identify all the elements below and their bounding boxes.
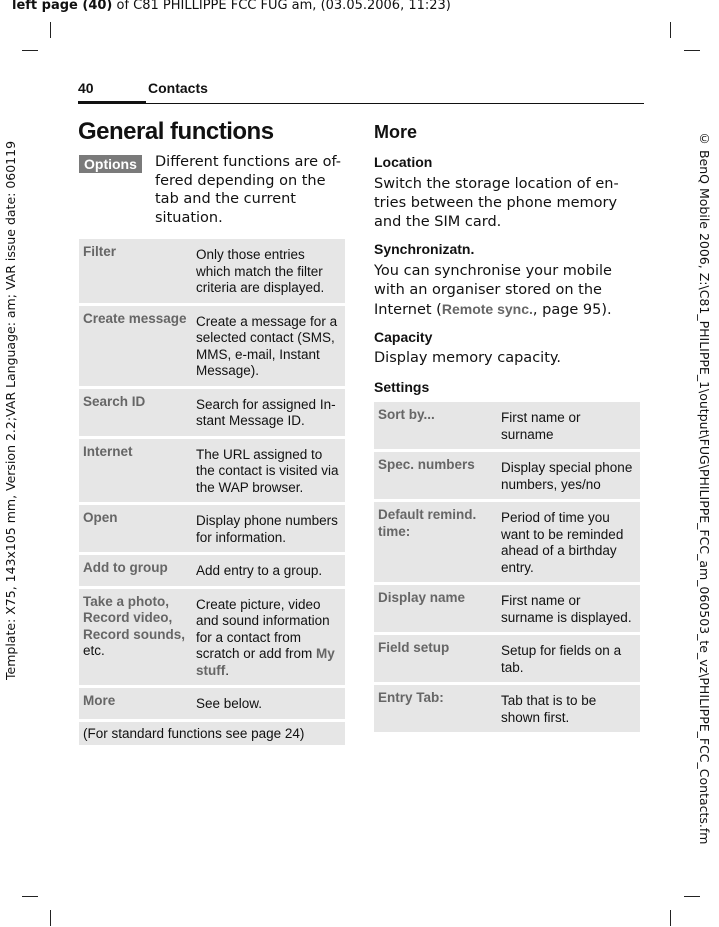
function-desc: Create a message for a selected contact (SMS, MMS, e-mail, Instant Message).: [191, 306, 345, 386]
sync-text: [374, 262, 636, 320]
table-row: [374, 685, 640, 732]
function-key: Open: [79, 505, 191, 552]
function-key: More: [79, 688, 191, 719]
capacity-text: Display memory capacity.: [374, 350, 562, 366]
more-title: More: [374, 122, 418, 142]
setting-desc: Display special phone numbers, yes/no: [496, 452, 640, 499]
table-row: [374, 502, 640, 582]
crop-mark: [22, 50, 38, 51]
table-row: [374, 585, 640, 632]
my-stuff-link: My stuff: [196, 646, 335, 678]
setting-key: Display name: [374, 585, 496, 632]
capacity-heading: Capacity: [374, 329, 433, 345]
table-row: [79, 555, 345, 586]
table-row: [79, 389, 345, 436]
function-desc: Add entry to a group.: [191, 555, 345, 586]
setting-key: Field setup: [374, 635, 496, 682]
table-row: [374, 635, 640, 682]
sync-text-b: , page 95).: [532, 302, 612, 318]
copyright-path: © BenQ Mobile 2006, Z:\C81_PHILIPPE_1\output\FUG\PHILIPPE_FCC_am_060503_te_vz\PHILIPPE_FCC_Contacts.fm: [697, 131, 712, 845]
setting-desc: Period of time you want to be reminded ahead of a birthday entry.: [496, 502, 640, 582]
function-key: [79, 589, 191, 686]
function-desc: Search for assigned In-stant Message ID.: [191, 389, 345, 436]
function-desc: See below.: [191, 688, 345, 719]
header-rule-thick: [78, 101, 146, 104]
print-header-rest: of C81 PHILLIPPE FCC FUG am, (03.05.2006, 11:23): [112, 0, 451, 13]
remote-sync-link: Remote sync.: [441, 301, 533, 317]
sync-heading: Synchronizatn.: [374, 241, 475, 257]
setting-key: Spec. numbers: [374, 452, 496, 499]
table-row: [79, 505, 345, 552]
table-row: [79, 722, 345, 746]
table-row: [79, 439, 345, 503]
crop-mark: [22, 896, 38, 897]
function-desc-text: Create picture, video and sound information for a contact from scratch or add from: [196, 596, 330, 661]
setting-key: Default remind. time:: [374, 502, 496, 582]
setting-key: Entry Tab:: [374, 685, 496, 732]
function-key: Create message: [79, 306, 191, 386]
location-text: Switch the storage location of en-tries between the phone memory and the SIM card.: [374, 176, 619, 230]
function-desc: The URL assigned to the contact is visited via the WAP browser.: [191, 439, 345, 503]
function-key: Search ID: [79, 389, 191, 436]
options-softkey-badge: Options: [79, 155, 142, 173]
setting-desc: First name or surname: [496, 402, 640, 449]
crop-mark: [670, 910, 671, 926]
function-key: Filter: [79, 239, 191, 303]
setting-desc: Tab that is to be shown first.: [496, 685, 640, 732]
standard-functions-note: (For standard functions see page 24): [79, 722, 345, 746]
setting-desc: Setup for fields on a tab.: [496, 635, 640, 682]
setting-key: Sort by...: [374, 402, 496, 449]
function-key-plain: etc.: [83, 643, 105, 658]
function-key: Add to group: [79, 555, 191, 586]
function-key: Internet: [79, 439, 191, 503]
crop-mark: [50, 22, 51, 38]
functions-table: [79, 236, 345, 748]
intro-text: Different functions are of-fered depending on the tab and the current situation.: [155, 154, 342, 226]
template-info: Template: X75, 143x105 mm, Version 2.2;VAR Language: am; VAR issue date: 060119: [3, 140, 18, 680]
function-desc: [191, 589, 345, 686]
setting-desc: First name or surname is displayed.: [496, 585, 640, 632]
table-row: [79, 688, 345, 719]
general-functions-title: General functions: [78, 118, 274, 145]
settings-table: [374, 399, 640, 735]
table-row: [79, 589, 345, 686]
table-row: [374, 402, 640, 449]
function-desc-end: .: [225, 662, 230, 678]
function-desc: Display phone numbers for information.: [191, 505, 345, 552]
table-row: [79, 306, 345, 386]
table-row: [79, 239, 345, 303]
section-title: Contacts: [148, 80, 208, 96]
location-heading: Location: [374, 154, 433, 170]
page-number: 40: [78, 80, 94, 96]
header-rule-thin: [146, 103, 644, 104]
function-desc: Only those entries which match the filter criteria are displayed.: [191, 239, 345, 303]
crop-mark: [50, 910, 51, 926]
settings-heading: Settings: [374, 379, 430, 395]
crop-mark: [670, 22, 671, 38]
table-row: [374, 452, 640, 499]
print-header: [12, 0, 451, 13]
sync-text-a: You can synchronise your mobile with an organiser stored on the Internet (: [374, 263, 612, 318]
function-key-bold: Take a photo, Record video, Record sounds,: [83, 593, 186, 642]
crop-mark: [684, 50, 700, 51]
print-header-bold: left page (40): [12, 0, 113, 13]
